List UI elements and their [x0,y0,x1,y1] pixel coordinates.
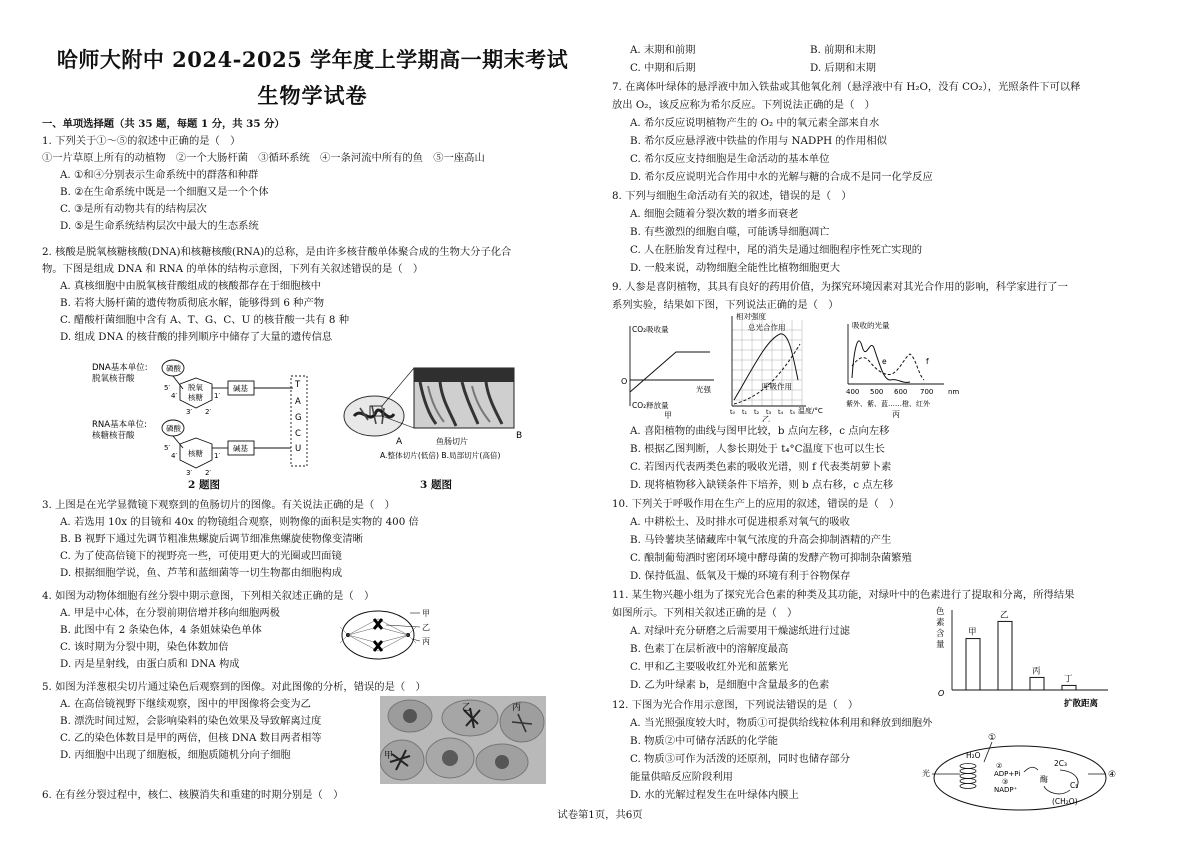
figure-9-jia [618,322,722,422]
q10-option-c: C. 酿制葡萄酒时密闭环境中酵母菌的发酵产物可抑制杂菌繁殖 [630,552,912,564]
fig9-yi-x: 温度/°C [798,407,823,415]
q3-option-a: A. 若选用 10x 的目镜和 40x 的物镜组合观察，则物像的面积是实物的 400 倍 [60,516,419,528]
q10-option-a: A. 中耕松土、及时排水可促进根系对氧气的吸收 [630,516,850,528]
exam-subtitle: 生物学试卷 [257,83,368,108]
question-9-stem [612,280,1068,313]
fig9-yi-t1: t₁ [742,408,748,416]
question-3 [42,498,419,581]
fig11-bar-3 [1062,685,1076,690]
q1-option-c: C. ③是所有动物共有的结构层次 [60,203,207,215]
question-2 [42,245,511,345]
fig12-light: 光 [922,769,930,778]
q9-option-d: D. 现将植物移入缺镁条件下培养，则 b 点右移，c 点左移 [630,479,894,491]
fig9-bing-e: e [882,357,887,366]
fig9-jia-x: 光强 [696,385,711,394]
q11-option-c: C. 甲和乙主要吸收红外光和蓝紫光 [630,661,789,673]
fig2-dna-n4: 4′ [171,392,178,400]
fig9-bing-t500: 500 [870,388,884,396]
fig11-bar-1 [998,621,1012,690]
q11-option-b: B. 色素丁在层析液中的溶解度最高 [630,643,789,655]
fig9-yi-t5: t₅ [790,408,796,416]
fig9-yi-t3: t₃ [766,408,772,416]
q3-option-c: C. 为了使高倍镜下的视野亮一些，可使用更大的光圈或凹面镜 [60,550,342,562]
fig5-label-jia: 甲 [384,751,394,761]
fig11-y1: 色 [936,607,945,617]
q12-stem: 12. 下图为光合作用示意图，下列说法错误的是（ ） [612,699,859,711]
question-8 [612,189,922,276]
fig2-dna-n5: 5′ [164,384,171,392]
fig11-x-label: 扩散距离 [1064,699,1099,709]
fig11-y3: 含 [936,629,945,639]
fig9-yi-t4: t₄ [778,408,784,416]
q12-option-a: A. 当光照强度较大时，物质①可提供给线粒体利用和释放到细胞外 [630,717,933,729]
fig9-jia-y2: CO₂释放量 [632,401,669,410]
fig9-bing-t400: 400 [846,388,860,396]
fig4-label-jia: 甲 [422,609,430,618]
fig5-label-bing: 丙 [512,703,522,713]
fig2-base-t: T [295,380,301,390]
figure-3-fish-intestine [340,366,530,466]
fig9-bing-caption: 丙 [892,410,900,419]
q6-stem: 6. 在有丝分裂过程中，核仁、核膜消失和重建的时期分别是（ ） [42,789,344,801]
q4-option-a: A. 甲是中心体，在分裂前期倍增并移向细胞两极 [60,607,280,619]
fig2-base-c: C [295,429,301,439]
q7-option-b: B. 希尔反应悬浮液中铁盐的作用与 NADPH 的作用相似 [630,135,887,147]
figure-11-pigment-chart [928,606,1168,710]
fig9-bing-tnm: nm [948,388,960,396]
fig2-rna-n4: 4′ [171,452,178,460]
q5-stem: 5. 如图为洋葱根尖切片通过染色后观察到的图像。对此图像的分析，错误的是（ ） [42,681,426,693]
q2-stem-line1: 2. 核酸是脱氧核糖核酸(DNA)和核糖核酸(RNA)的总称，是由许多核苷酸单体聚合成的生物大分子化合 [42,246,512,258]
figure-5-root-tip [380,696,546,784]
q12-option-b: B. 物质②中可储存活跃的化学能 [630,735,778,747]
q4-option-c: C. 该时期为分裂中期，染色体数加倍 [60,641,229,653]
fig9-bing-t700: 700 [920,388,934,396]
q6-option-c: C. 中期和后期 [630,62,696,74]
q5-option-a: A. 在高倍镜视野下继续观察，图中的甲图像将会变为乙 [60,698,311,710]
q5-option-d: D. 丙细胞中出现了细胞板，细胞质随机分向子细胞 [60,749,291,761]
fig12-ch2o: (CH₂O) [1052,797,1078,806]
fig2-rna-n1: 1′ [214,452,221,460]
fig3-label-a: A [396,437,403,447]
q11-stem-line2: 如图所示。下列相关叙述正确的是（ ） [612,607,798,619]
q5-option-c: C. 乙的染色体数目是甲的两倍，但核 DNA 数目两者相等 [60,732,322,744]
q6-option-d: D. 后期和末期 [810,62,876,74]
fig9-yi-y: 相对强度 [736,312,766,321]
fig9-bing-curve-e [852,341,910,383]
q8-option-b: B. 有些激烈的细胞自噬，可能诱导细胞凋亡 [630,226,830,238]
fig9-bing-t600: 600 [894,388,908,396]
question-12 [612,698,932,803]
q3-option-b: B. B 视野下通过先调节粗准焦螺旋后调节细准焦螺旋使物像变清晰 [60,533,363,545]
fig12-enzyme: 酶 [1040,775,1048,784]
q9-stem-line2: 系列实验，结果如下图，下列说法正确的是（ ） [612,299,839,311]
q4-stem: 4. 如图为动物体细胞有丝分裂中期示意图，下列相关叙述正确的是（ ） [42,590,375,602]
q7-option-c: C. 希尔反应支持细胞是生命活动的基本单位 [630,153,830,165]
fig11-y4: 量 [936,640,945,650]
q10-stem: 10. 下列关于呼吸作用在生产上的应用的叙述，错误的是（ ） [612,498,900,510]
fig2-rna-n2: 2′ [205,469,212,477]
q2-option-b: B. 若将大肠杆菌的遗传物质彻底水解，能够得到 6 种产物 [60,297,325,309]
fig2-phosphate-rna-label: 磷酸 [166,424,181,433]
fig12-n3: ③ [1002,778,1009,786]
q6-option-b: B. 前期和末期 [810,44,876,56]
q2-stem-line2: 物。下图是组成 DNA 和 RNA 的单体的结构示意图，下列有关叙述错误的是（ ） [42,263,424,275]
figure-9-bing [840,318,970,424]
fig9-yi-t0: t₀ [730,408,736,416]
fig11-bar-0 [966,639,980,690]
figure-4-metaphase [338,605,438,665]
fig2-base-rna-label: 碱基 [233,444,248,453]
figure-9-yi [722,310,834,422]
fig2-dna-label1: DNA基本单位: [92,363,148,373]
fig2-base-g: G [295,413,302,423]
fig2-dna-label2: 脱氧核苷酸 [92,374,135,384]
fig2-dna-n3: 3′ [186,408,193,416]
fig12-n1: ① [988,733,997,743]
q9-option-c: C. 若图丙代表两类色素的吸收光谱，则 f 代表类胡萝卜素 [630,461,892,473]
fig2-base-u: U [295,444,302,454]
figure-2-nucleotides [88,356,338,486]
fig12-n2: ② [996,762,1003,770]
q1-stem: 1. 下列关于①～⑤的叙述中正确的是（ ） [42,135,241,147]
fig9-yi-t2: t₂ [754,408,760,416]
fig11-origin: O [938,689,945,698]
q8-stem: 8. 下列与细胞生命活动有关的叙述，错误的是（ ） [612,190,852,202]
q2-option-d: D. 组成 DNA 的核苷酸的排列顺序中储存了大量的遗传信息 [60,331,333,343]
question-7 [612,80,1080,185]
fig2-rna-n5: 5′ [164,444,171,452]
fig9-bing-y: 吸收的光量 [852,321,890,330]
question-5 [42,680,426,763]
fig12-nadp: NADP⁺ [994,786,1018,794]
q6-option-a: A. 末期和前期 [630,44,696,56]
fig2-deoxyribose-label2: 核糖 [188,393,203,402]
fig9-bing-colors: 紫外、紫、蓝……橙、红外 [846,400,930,408]
q8-option-a: A. 细胞会随着分裂次数的增多而衰老 [630,208,799,220]
fig11-bar-label-3: 丁 [1064,674,1073,685]
question-4 [42,589,374,672]
fig2-base-dna-label: 碱基 [233,384,248,393]
q12-option-c-line1: C. 物质③可作为活泼的还原剂，同时也储存部分 [630,753,850,765]
exam-title: 哈师大附中 2024-2025 学年度上学期高一期末考试 [56,47,569,72]
fig12-adp: ADP+Pi [994,770,1021,778]
q12-option-d: D. 水的光解过程发生在叶绿体内膜上 [630,789,799,801]
fig2-dna-n2: 2′ [205,408,212,416]
q10-option-b: B. 马铃薯块茎储藏库中氧气浓度的升高会抑制酒精的产生 [630,534,892,546]
q9-option-b: B. 根据乙图判断，人参长期处于 t₄°C温度下也可以生长 [630,443,885,455]
fig9-jia-caption: 甲 [664,411,672,420]
fig5-label-yi: 乙 [462,703,472,713]
fig9-bing-f: f [926,357,929,366]
q11-option-a: A. 对绿叶充分研磨之后需要用干燥滤纸进行过滤 [630,625,850,637]
fig2-dna-n1: 1′ [214,392,221,400]
q12-option-c-line2: 能量供暗反应阶段利用 [630,771,733,783]
fig9-yi-caption: 乙 [762,415,770,422]
q1-option-b: B. ②在生命系统中既是一个细胞又是一个个体 [60,186,269,198]
fig12-c3: 2C₃ [1054,759,1068,768]
q1-option-a: A. ①和④分别表示生命系统中的群落和种群 [60,169,259,181]
figure-2-caption: 2 题图 [188,479,220,491]
fig11-bar-2 [1030,677,1044,690]
fig11-y2: 素 [936,618,945,628]
fig3-note: A.整体切片(低倍) B.局部切片(高倍) [380,451,501,460]
fig2-rna-label1: RNA基本单位: [92,420,147,430]
q7-stem-line2: 放出 O₂，该反应称为希尔反应。下列说法正确的是（ ） [612,99,875,111]
section-heading: 一、单项选择题（共 35 题，每题 1 分，共 35 分） [42,118,285,130]
fig4-cell-outline [342,611,414,659]
fig11-bar-label-2: 丙 [1032,666,1041,677]
fig9-yi-resp-curve [734,344,800,404]
fig9-yi-total-label: 总光合作用 [748,323,786,332]
question-1 [42,134,485,234]
fig2-deoxyribose-label1: 脱氧 [188,383,203,392]
fig12-n4: ④ [1108,770,1117,780]
q11-stem-line1: 11. 某生物兴趣小组为了探究光合色素的种类及其功能，对绿叶中的色素进行了提取和分离，所得结果 [612,589,1075,601]
q2-option-c: C. 醋酸杆菌细胞中含有 A、T、G、C、U 的核苷酸一共有 8 种 [60,314,350,326]
fig4-label-yi: 乙 [422,623,430,632]
q3-option-d: D. 根据细胞学说，鱼、芦苇和蓝细菌等一切生物都由细胞构成 [60,567,343,579]
q4-option-b: B. 此图中有 2 条染色体，4 条姐妹染色单体 [60,624,262,636]
q10-option-d: D. 保持低温、低氧及干燥的环境有利于谷物保存 [630,570,851,582]
figure-3-caption: 3 题图 [420,479,452,491]
fig11-bar-label-1: 乙 [1000,610,1009,621]
q9-stem-line1: 9. 人参是喜阴植物，其具有良好的药用价值，为探究环境因素对其光合作用的影响，科学家进行了一 [612,281,1068,293]
q9-option-a: A. 喜阳植物的曲线与图甲比较，b 点向左移，c 点向左移 [630,425,890,437]
fig9-jia-origin: O [621,377,628,386]
q1-items: ①一片草原上所有的动植物 ②一个大肠杆菌 ③循环系统 ④一条河流中所有的鱼 ⑤一座高山 [42,152,485,164]
q4-option-d: D. 丙是星射线，由蛋白质和 DNA 构成 [60,658,240,670]
q5-option-b: B. 漂洗时间过短，会影响染料的染色效果及导致解离过度 [60,715,322,727]
fig2-rna-n3: 3′ [186,469,193,477]
fig12-thylakoid-stack [960,764,976,789]
fig11-bar-label-0: 甲 [968,627,977,638]
question-6-options [612,43,990,76]
q8-option-d: D. 一般来说，动物细胞全能性比植物细胞更大 [630,262,841,274]
q7-option-d: D. 希尔反应说明光合作用中水的光解与糖的合成不是同一化学反应 [630,171,933,183]
q11-option-d: D. 乙为叶绿素 b，是细胞中含量最多的色素 [630,679,830,691]
question-9-options [612,424,893,493]
fig12-chloroplast [934,746,1106,810]
q2-option-a: A. 真核细胞中由脱氧核苷酸组成的核酸都存在于细胞核中 [60,280,322,292]
q3-stem: 3. 上图是在光学显微镜下观察到的鱼肠切片的图像。有关说法正确的是（ ） [42,499,395,511]
fig2-rna-label2: 核糖核苷酸 [92,431,135,441]
q8-option-c: C. 人在胚胎发育过程中，尾的消失是通过细胞程序性死亡实现的 [630,244,923,256]
fig9-jia-y1: CO₂吸收量 [632,325,669,334]
fig9-bing-curve-f [852,354,924,380]
q1-option-d: D. ⑤是生命系统结构层次中最大的生态系统 [60,220,259,232]
fig2-phosphate-dna-label: 磷酸 [166,364,181,373]
fig2-base-a: A [295,397,301,407]
figure-12-photosynthesis [920,732,1120,816]
question-6-stem [42,788,343,803]
fig12-h2o: H₂O [966,751,981,760]
page-footer: 试卷第1页，共6页 [557,809,643,821]
q7-option-a: A. 希尔反应说明植物产生的 O₂ 中的氧元素全部来自水 [630,117,880,129]
fig4-label-bing: 丙 [422,637,430,646]
fig9-yi-resp-label: 呼吸作用 [762,382,792,391]
fig3-slice-label: 鱼肠切片 [436,437,468,446]
fig12-c5: C₅ [1070,781,1079,790]
fig3-label-b: B [516,431,523,441]
question-10 [612,497,912,584]
fig2-ribose-label: 核糖 [188,449,203,458]
q7-stem-line1: 7. 在离体叶绿体的悬浮液中加入铁盐或其他氧化剂（悬浮液中有 H₂O，没有 CO₂），光照条件下可以释 [612,81,1081,93]
